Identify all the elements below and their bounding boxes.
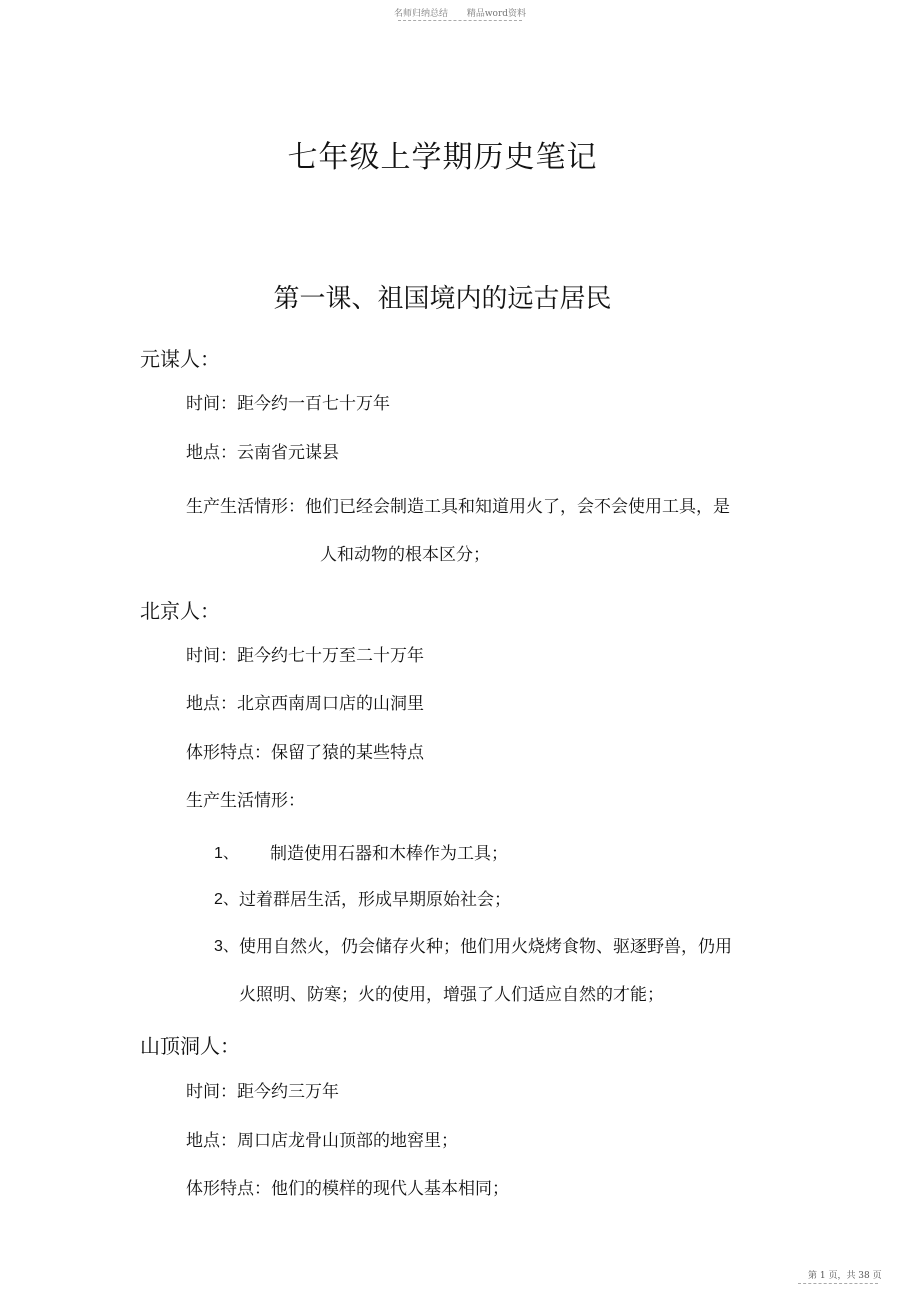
- list-item-text-continued: 火照明、防寒；火的使用，增强了人们适应自然的才能；: [239, 985, 664, 1005]
- list-item-number: 1、: [214, 845, 239, 862]
- lesson-title: 第一课、祖国境内的远古居民: [273, 284, 612, 314]
- shanding-body: 体形特点：他们的模样的现代人基本相同；: [186, 1179, 509, 1199]
- header-right-text: 精品word资料: [466, 9, 527, 19]
- list-item-number: 2、: [214, 891, 239, 908]
- page-header: [0, 6, 920, 19]
- yuanmou-time: 时间：距今约一百七十万年: [186, 394, 390, 414]
- yuanmou-life-line1: 生产生活情形：他们已经会制造工具和知道用火了，会不会使用工具，是: [186, 497, 730, 517]
- page-title: 七年级上学期历史笔记: [287, 140, 598, 175]
- section-heading-beijing: 北京人：: [140, 599, 220, 623]
- beijing-time: 时间：距今约七十万至二十万年: [186, 646, 424, 666]
- beijing-place: 地点：北京西南周口店的山洞里: [186, 694, 424, 714]
- list-item-number: 3、: [214, 938, 239, 955]
- beijing-body: 体形特点：保留了猿的某些特点: [186, 743, 424, 763]
- list-item-text: 过着群居生活，形成早期原始社会；: [239, 890, 511, 910]
- page-footer: 第 1 页，共 38 页: [808, 1271, 882, 1281]
- header-left-text: 名师归纳总结: [393, 9, 448, 19]
- yuanmou-place: 地点：云南省元谋县: [186, 443, 339, 463]
- list-item-text: 使用自然火，仍会储存火种；他们用火烧烤食物、驱逐野兽，仍用: [239, 937, 732, 957]
- yuanmou-life-line2: 人和动物的根本区分；: [320, 545, 490, 565]
- section-heading-yuanmou: 元谋人：: [140, 347, 220, 371]
- footer-divider: [798, 1283, 878, 1284]
- shanding-place: 地点：周口店龙骨山顶部的地窖里；: [186, 1131, 458, 1151]
- list-item-text: 制造使用石器和木棒作为工具；: [270, 844, 508, 864]
- section-heading-shanding: 山顶洞人：: [140, 1034, 240, 1058]
- header-divider: [398, 20, 522, 21]
- shanding-time: 时间：距今约三万年: [186, 1082, 339, 1102]
- beijing-life-label: 生产生活情形：: [186, 791, 305, 811]
